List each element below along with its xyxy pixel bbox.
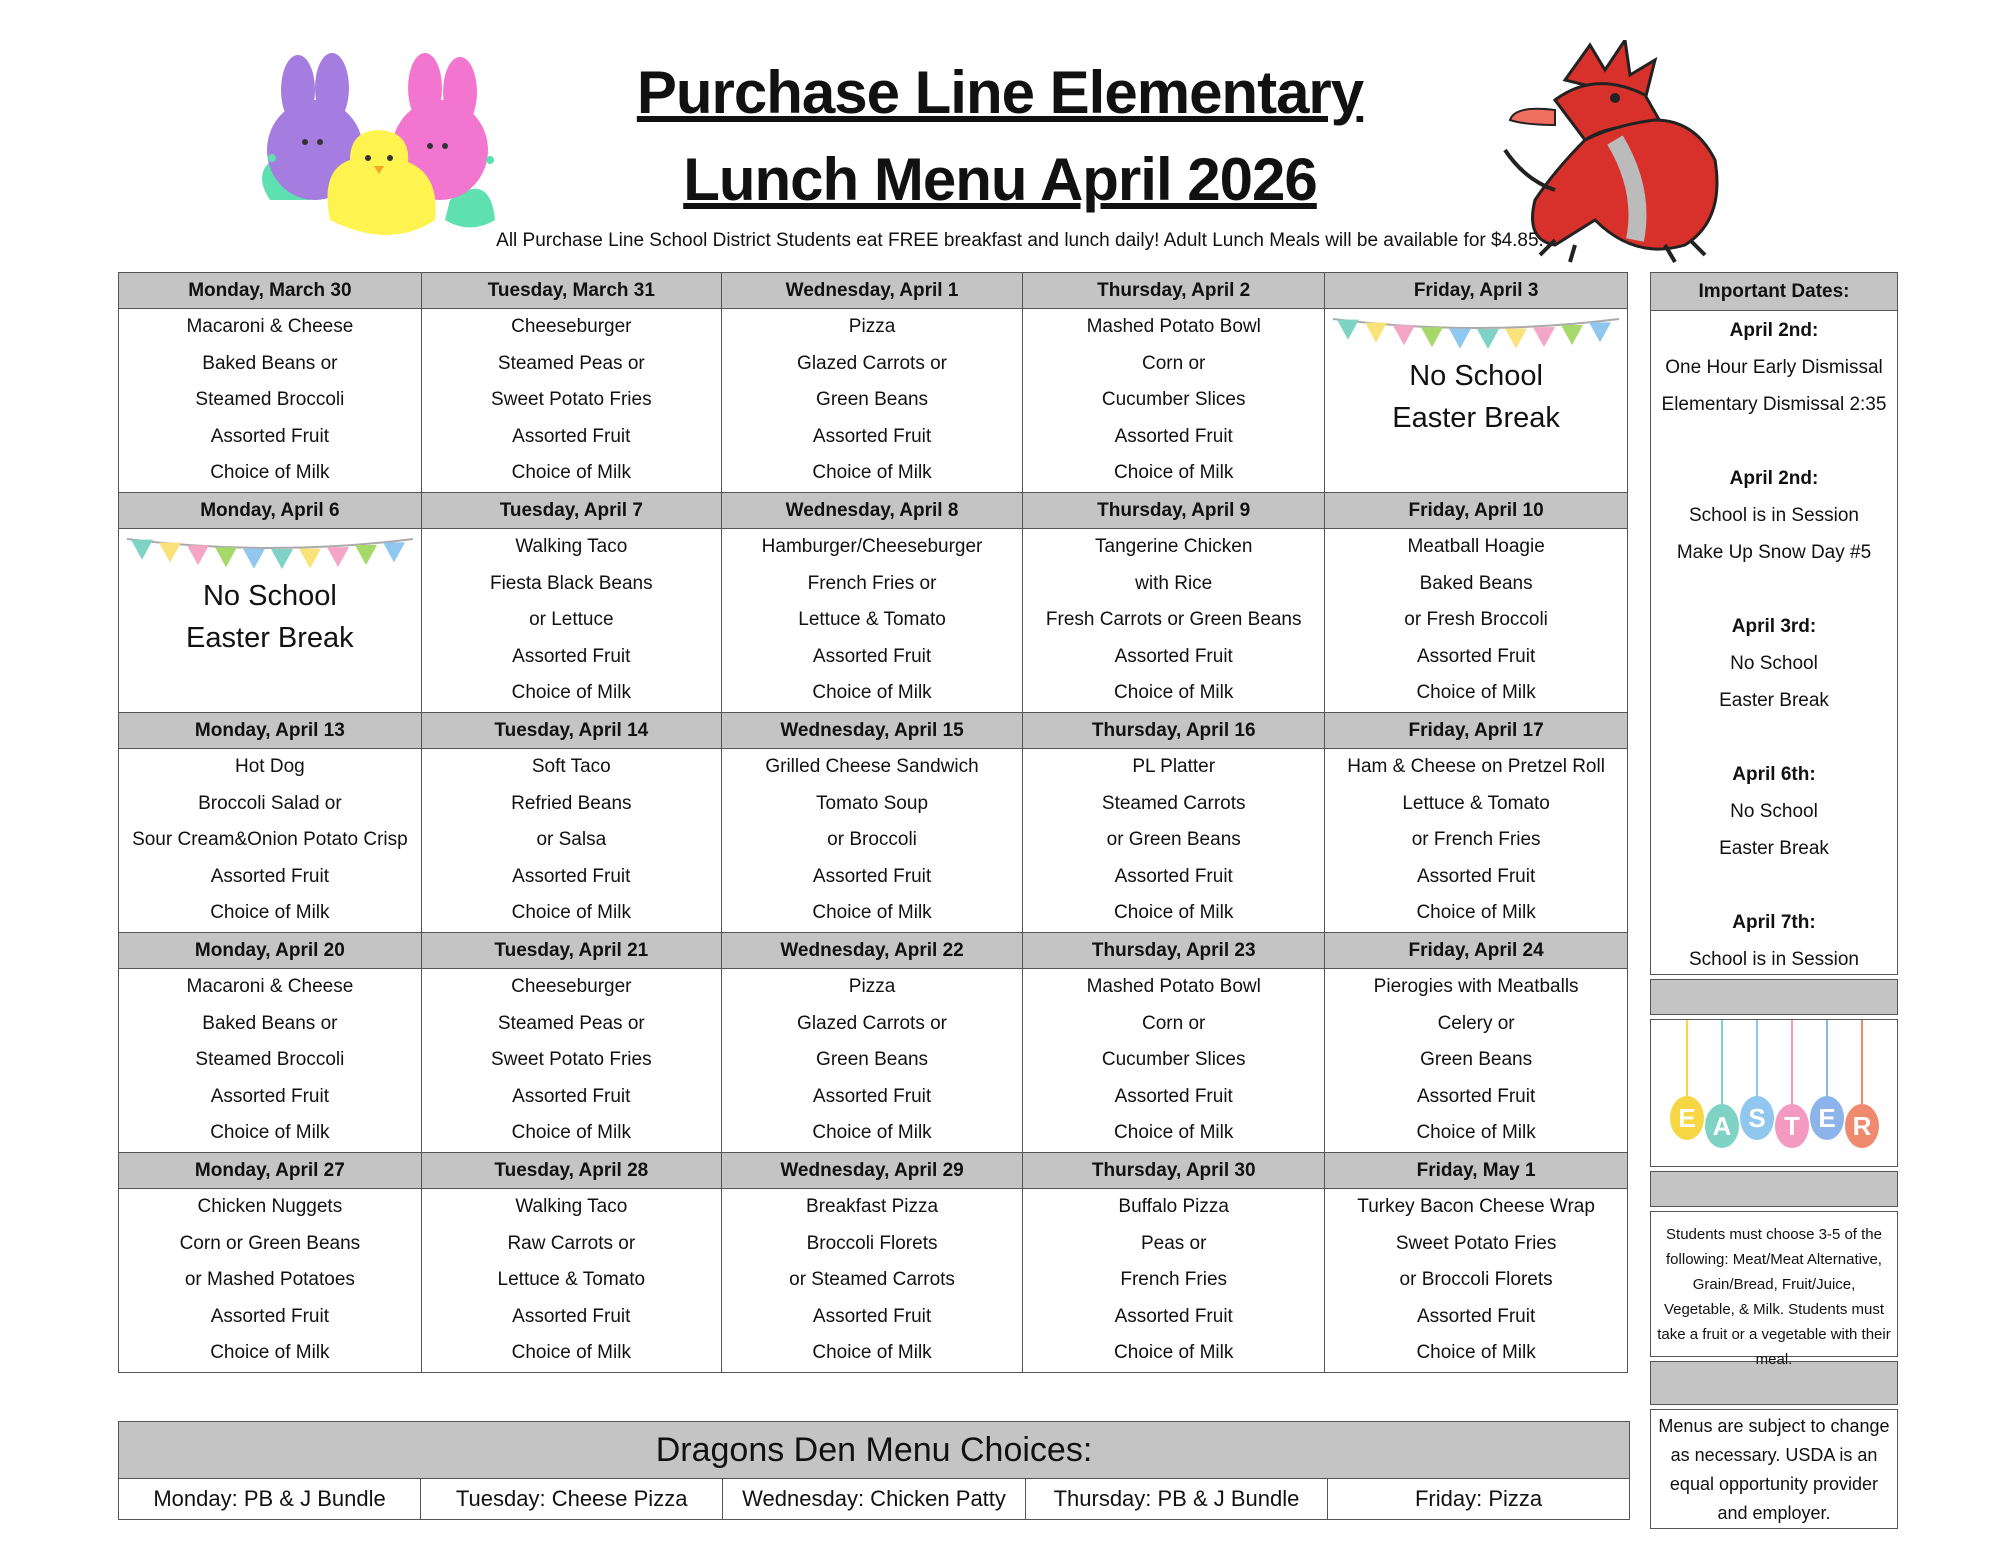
menu-item: Assorted Fruit bbox=[210, 865, 329, 887]
day-header: Tuesday, April 7 bbox=[421, 493, 721, 529]
menu-item: Assorted Fruit bbox=[1416, 1085, 1536, 1107]
menu-item: Assorted Fruit bbox=[512, 425, 631, 447]
menu-item: or Lettuce bbox=[529, 609, 614, 631]
menu-item: Tangerine Chicken bbox=[1095, 536, 1253, 557]
menu-item: Breakfast Pizza bbox=[806, 1196, 939, 1217]
day-header: Tuesday, April 21 bbox=[421, 933, 721, 969]
menu-item: Assorted Fruit bbox=[1114, 1305, 1233, 1327]
menu-item: Choice of Milk bbox=[511, 462, 631, 484]
menu-item: Assorted Fruit bbox=[812, 865, 932, 887]
day-header: Friday, April 24 bbox=[1325, 933, 1628, 969]
menu-cell bbox=[1023, 969, 1325, 1153]
menu-cell bbox=[421, 969, 721, 1153]
menu-item: Fiesta Black Beans bbox=[489, 572, 653, 594]
important-date-detail bbox=[1651, 867, 1897, 904]
menu-cell bbox=[1325, 969, 1628, 1153]
menu-item: Baked Beans or bbox=[202, 352, 338, 374]
easter-letter: T bbox=[1784, 1111, 1800, 1141]
disclaimer-box bbox=[1650, 1409, 1898, 1529]
menu-item: Buffalo Pizza bbox=[1118, 1196, 1229, 1217]
menu-item: Walking Taco bbox=[515, 1196, 628, 1217]
easter-letter: E bbox=[1818, 1103, 1836, 1133]
day-header: Friday, April 3 bbox=[1325, 273, 1628, 309]
menu-item: Cucumber Slices bbox=[1101, 1049, 1246, 1071]
menu-cell bbox=[1023, 749, 1325, 933]
bunting-flag bbox=[1561, 325, 1583, 345]
menu-item: Peas or bbox=[1140, 1232, 1207, 1254]
day-header: Friday, April 17 bbox=[1325, 713, 1628, 749]
important-dates-header: Important Dates: bbox=[1651, 273, 1897, 311]
day-header: Wednesday, April 8 bbox=[721, 493, 1022, 529]
menu-cell bbox=[721, 969, 1022, 1153]
menu-item: Tomato Soup bbox=[816, 792, 929, 814]
menu-item: Choice of Milk bbox=[812, 1122, 932, 1144]
day-header: Thursday, April 23 bbox=[1023, 933, 1325, 969]
bunting-flag bbox=[355, 545, 377, 565]
bunting-decoration bbox=[1331, 315, 1621, 355]
menu-cell bbox=[721, 749, 1022, 933]
menu-item: Macaroni & Cheese bbox=[186, 976, 354, 997]
menu-item: Corn or bbox=[1142, 1012, 1206, 1034]
menu-item: Choice of Milk bbox=[812, 902, 932, 924]
no-school-text: No School bbox=[202, 580, 337, 612]
menu-item: or Broccoli Florets bbox=[1399, 1269, 1553, 1291]
day-header: Monday, March 30 bbox=[119, 273, 422, 309]
important-dates-list bbox=[1651, 311, 1897, 978]
important-date-detail: School is in Session bbox=[1688, 949, 1860, 970]
bunting-flag bbox=[383, 542, 405, 562]
menu-item: Assorted Fruit bbox=[1416, 1305, 1536, 1327]
menu-item: Assorted Fruit bbox=[812, 1305, 932, 1327]
bunting-flag bbox=[1505, 329, 1527, 349]
menu-item: Grilled Cheese Sandwich bbox=[765, 756, 979, 777]
menu-cell bbox=[1325, 529, 1628, 713]
menu-item: Steamed Peas or bbox=[497, 352, 645, 374]
bunting-flag bbox=[1393, 325, 1415, 345]
menu-item: Sour Cream&Onion Potato Crisp bbox=[132, 829, 408, 851]
easter-eggs-graphic bbox=[1651, 1020, 1897, 1166]
menu-item: Choice of Milk bbox=[812, 682, 932, 704]
day-header: Thursday, April 16 bbox=[1023, 713, 1325, 749]
important-date-detail: School is in Session bbox=[1688, 505, 1860, 526]
menu-item: Green Beans bbox=[816, 1049, 929, 1071]
menu-cell bbox=[119, 969, 422, 1153]
peeps-illustration bbox=[250, 50, 510, 255]
menu-item: Refried Beans bbox=[511, 792, 632, 814]
menu-item: Lettuce & Tomato bbox=[497, 1269, 646, 1291]
menu-item: Assorted Fruit bbox=[210, 1085, 329, 1107]
menu-cell bbox=[721, 309, 1022, 493]
bunting-flag bbox=[271, 549, 293, 569]
den-choice-friday: Friday: Pizza bbox=[1328, 1479, 1630, 1520]
menu-item: Pizza bbox=[848, 316, 896, 337]
menu-item: Choice of Milk bbox=[1416, 1122, 1536, 1144]
important-date-detail: Easter Break bbox=[1719, 690, 1829, 711]
day-header: Monday, April 20 bbox=[119, 933, 422, 969]
meal-rules-box bbox=[1650, 1211, 1898, 1368]
menu-item: Choice of Milk bbox=[812, 1342, 932, 1364]
menu-item: Baked Beans bbox=[1419, 572, 1533, 594]
menu-item: Green Beans bbox=[816, 389, 929, 411]
bunting-flag bbox=[215, 547, 237, 567]
sidebar-divider bbox=[1650, 979, 1898, 1015]
page-title-school: Purchase Line Elementary bbox=[636, 59, 1364, 126]
menu-item: Assorted Fruit bbox=[1114, 645, 1233, 667]
menu-item: French Fries or bbox=[807, 572, 937, 594]
day-header: Wednesday, April 29 bbox=[721, 1153, 1022, 1189]
important-date-detail: Elementary Dismissal 2:35 bbox=[1661, 394, 1887, 415]
menu-item: Lettuce & Tomato bbox=[798, 609, 946, 631]
bunting-flag bbox=[1337, 320, 1359, 340]
menu-item: Macaroni & Cheese bbox=[186, 316, 354, 337]
menu-item: Meatball Hoagie bbox=[1407, 536, 1545, 557]
no-school-cell bbox=[119, 529, 422, 713]
no-school-text: Easter Break bbox=[186, 622, 354, 654]
menu-cell bbox=[119, 1189, 422, 1373]
day-header: Thursday, April 9 bbox=[1023, 493, 1325, 529]
menu-item: Chicken Nuggets bbox=[197, 1196, 343, 1217]
bunting-flag bbox=[159, 543, 181, 563]
bunting-flag bbox=[299, 549, 321, 569]
den-choice-monday: Monday: PB & J Bundle bbox=[119, 1479, 421, 1520]
menu-item: Assorted Fruit bbox=[512, 645, 631, 667]
menu-item: Choice of Milk bbox=[812, 462, 932, 484]
menu-item: Choice of Milk bbox=[1416, 682, 1536, 704]
menu-item: Choice of Milk bbox=[1114, 902, 1234, 924]
easter-letter: A bbox=[1712, 1111, 1732, 1141]
important-date-detail: Make Up Snow Day #5 bbox=[1676, 542, 1872, 563]
menu-item: Assorted Fruit bbox=[512, 1305, 631, 1327]
menu-item: Broccoli Salad or bbox=[198, 792, 342, 814]
menu-item: Choice of Milk bbox=[1416, 1342, 1536, 1364]
dragons-den-table bbox=[118, 1421, 1630, 1520]
menu-item: or Steamed Carrots bbox=[789, 1269, 955, 1291]
page-title-menu: Lunch Menu April 2026 bbox=[683, 146, 1317, 213]
day-header: Monday, April 13 bbox=[119, 713, 422, 749]
menu-item: Assorted Fruit bbox=[812, 645, 932, 667]
menu-item: Choice of Milk bbox=[1114, 1342, 1234, 1364]
menu-item: Assorted Fruit bbox=[812, 1085, 932, 1107]
menu-cell bbox=[1023, 1189, 1325, 1373]
menu-item: Assorted Fruit bbox=[1114, 425, 1233, 447]
free-meals-notice: All Purchase Line School District Students eat FREE breakfast and lunch daily! Adult Lunch Meals will be available for $4.85. bbox=[496, 230, 1544, 251]
menu-item: or Green Beans bbox=[1106, 829, 1241, 851]
important-dates-box bbox=[1650, 272, 1898, 975]
menu-item: Mashed Potato Bowl bbox=[1086, 316, 1261, 337]
important-date-detail: No School bbox=[1730, 653, 1818, 674]
important-date-detail bbox=[1651, 719, 1897, 756]
bunting-flag bbox=[1449, 329, 1471, 349]
menu-cell bbox=[421, 1189, 721, 1373]
menu-item: Assorted Fruit bbox=[1416, 645, 1536, 667]
menu-item: Assorted Fruit bbox=[1416, 865, 1536, 887]
menu-item: Choice of Milk bbox=[210, 462, 330, 484]
important-date-heading: April 6th: bbox=[1732, 764, 1816, 785]
day-header: Friday, May 1 bbox=[1325, 1153, 1628, 1189]
bunting-flag bbox=[1533, 327, 1555, 347]
menu-item: Choice of Milk bbox=[1114, 462, 1234, 484]
menu-item: or Broccoli bbox=[827, 829, 917, 851]
menu-cell bbox=[421, 749, 721, 933]
lunch-menu-table bbox=[118, 272, 1628, 1373]
menu-item: Glazed Carrots or bbox=[797, 352, 947, 374]
menu-item: Assorted Fruit bbox=[812, 425, 932, 447]
day-header: Tuesday, March 31 bbox=[421, 273, 721, 309]
menu-item: Walking Taco bbox=[515, 536, 628, 557]
menu-item: Choice of Milk bbox=[511, 902, 631, 924]
menu-cell bbox=[1325, 1189, 1628, 1373]
day-header: Wednesday, April 22 bbox=[721, 933, 1022, 969]
bunting-flag bbox=[1477, 329, 1499, 349]
menu-item: Assorted Fruit bbox=[512, 865, 631, 887]
menu-item: Steamed Carrots bbox=[1101, 792, 1246, 814]
menu-item: Assorted Fruit bbox=[512, 1085, 631, 1107]
menu-item: Pizza bbox=[848, 976, 896, 997]
menu-item: Choice of Milk bbox=[1114, 682, 1234, 704]
important-date-detail: One Hour Early Dismissal bbox=[1665, 357, 1883, 378]
menu-cell bbox=[721, 529, 1022, 713]
important-date-detail bbox=[1651, 423, 1897, 460]
menu-item: Choice of Milk bbox=[210, 1122, 330, 1144]
menu-item: Broccoli Florets bbox=[806, 1232, 938, 1254]
sidebar bbox=[1650, 272, 1898, 1529]
menu-item: Raw Carrots or bbox=[507, 1232, 636, 1254]
usda-disclaimer: Menus are subject to change as necessary. USDA is an equal opportunity provider and employer. bbox=[1658, 1416, 1890, 1523]
menu-item: French Fries bbox=[1120, 1269, 1228, 1291]
menu-item: Ham & Cheese on Pretzel Roll bbox=[1347, 756, 1605, 777]
menu-item: Choice of Milk bbox=[1114, 1122, 1234, 1144]
menu-item: Steamed Broccoli bbox=[195, 1049, 345, 1071]
menu-item: Choice of Milk bbox=[511, 682, 631, 704]
day-header: Thursday, April 30 bbox=[1023, 1153, 1325, 1189]
menu-cell bbox=[119, 749, 422, 933]
easter-graphic-box bbox=[1650, 1019, 1898, 1167]
day-header: Monday, April 27 bbox=[119, 1153, 422, 1189]
menu-item: Choice of Milk bbox=[210, 1342, 330, 1364]
sidebar-divider bbox=[1650, 1171, 1898, 1207]
menu-item: Sweet Potato Fries bbox=[1395, 1232, 1557, 1254]
menu-cell bbox=[421, 309, 721, 493]
menu-item: Assorted Fruit bbox=[1114, 865, 1233, 887]
easter-letter: R bbox=[1852, 1111, 1872, 1141]
menu-cell bbox=[721, 1189, 1022, 1373]
day-header: Tuesday, April 14 bbox=[421, 713, 721, 749]
menu-item: Pierogies with Meatballs bbox=[1373, 976, 1579, 997]
menu-item: or Mashed Potatoes bbox=[184, 1269, 355, 1291]
menu-item: Choice of Milk bbox=[1416, 902, 1536, 924]
menu-item: Corn or Green Beans bbox=[179, 1232, 361, 1254]
menu-item: or French Fries bbox=[1411, 829, 1541, 851]
menu-cell bbox=[1023, 529, 1325, 713]
menu-item: Mashed Potato Bowl bbox=[1086, 976, 1261, 997]
menu-item: Glazed Carrots or bbox=[797, 1012, 947, 1034]
menu-item: Assorted Fruit bbox=[210, 1305, 329, 1327]
menu-item: Cheeseburger bbox=[511, 976, 632, 997]
menu-item: Choice of Milk bbox=[511, 1342, 631, 1364]
den-choice-tuesday: Tuesday: Cheese Pizza bbox=[421, 1479, 723, 1520]
bunting-flag bbox=[1365, 323, 1387, 343]
important-date-heading: April 3rd: bbox=[1731, 616, 1817, 637]
menu-cell bbox=[421, 529, 721, 713]
menu-item: Choice of Milk bbox=[210, 902, 330, 924]
meal-rules-text: Students must choose 3-5 of the following: Meat/Meat Alternative, Grain/Bread, Fruit/Juice, Vegetable, & Milk. Students must take a fruit or a vegetable with their meal. bbox=[1657, 1226, 1891, 1368]
no-school-text: Easter Break bbox=[1392, 402, 1560, 434]
menu-item: Baked Beans or bbox=[202, 1012, 338, 1034]
important-date-heading: April 7th: bbox=[1732, 912, 1816, 933]
menu-item: Steamed Peas or bbox=[497, 1012, 645, 1034]
bunting-flag bbox=[1589, 322, 1611, 342]
bunting-flag bbox=[1421, 327, 1443, 347]
important-date-heading: April 2nd: bbox=[1729, 320, 1819, 341]
menu-item: Cheeseburger bbox=[511, 316, 632, 337]
important-date-detail: No School bbox=[1730, 801, 1818, 822]
menu-cell bbox=[119, 309, 422, 493]
day-header: Friday, April 10 bbox=[1325, 493, 1628, 529]
menu-item: Sweet Potato Fries bbox=[491, 1049, 652, 1071]
menu-cell bbox=[1325, 749, 1628, 933]
menu-item: with Rice bbox=[1135, 572, 1213, 594]
dragons-den-title: Dragons Den Menu Choices: bbox=[119, 1422, 1630, 1479]
menu-item: Hamburger/Cheeseburger bbox=[761, 536, 983, 557]
menu-item: Green Beans bbox=[1420, 1049, 1533, 1071]
bunting-decoration bbox=[125, 535, 415, 575]
no-school-text: No School bbox=[1409, 360, 1544, 392]
easter-letter: E bbox=[1678, 1103, 1696, 1133]
menu-cell bbox=[1023, 309, 1325, 493]
den-choice-thursday: Thursday: PB & J Bundle bbox=[1025, 1479, 1327, 1520]
menu-item: Turkey Bacon Cheese Wrap bbox=[1357, 1196, 1595, 1217]
menu-item: Assorted Fruit bbox=[1114, 1085, 1233, 1107]
menu-item: PL Platter bbox=[1132, 756, 1216, 777]
menu-item: Assorted Fruit bbox=[210, 425, 329, 447]
den-choice-wednesday: Wednesday: Chicken Patty bbox=[723, 1479, 1026, 1520]
day-header: Wednesday, April 1 bbox=[721, 273, 1022, 309]
day-header: Tuesday, April 28 bbox=[421, 1153, 721, 1189]
bunting-flag bbox=[187, 545, 209, 565]
menu-item: Hot Dog bbox=[235, 756, 305, 777]
day-header: Thursday, April 2 bbox=[1023, 273, 1325, 309]
menu-item: Cucumber Slices bbox=[1101, 389, 1246, 411]
important-date-heading: April 2nd: bbox=[1729, 468, 1819, 489]
bunting-flag bbox=[131, 540, 153, 560]
menu-item: Fresh Carrots or Green Beans bbox=[1045, 609, 1302, 631]
menu-item: Soft Taco bbox=[531, 756, 611, 777]
menu-item: or Fresh Broccoli bbox=[1404, 609, 1548, 631]
important-date-detail: Easter Break bbox=[1719, 838, 1829, 859]
menu-item: Sweet Potato Fries bbox=[491, 389, 652, 411]
menu-item: Celery or bbox=[1437, 1012, 1515, 1034]
day-header: Wednesday, April 15 bbox=[721, 713, 1022, 749]
menu-item: Corn or bbox=[1142, 352, 1206, 374]
menu-item: Choice of Milk bbox=[511, 1122, 631, 1144]
menu-item: Lettuce & Tomato bbox=[1402, 792, 1550, 814]
day-header: Monday, April 6 bbox=[119, 493, 422, 529]
no-school-cell bbox=[1325, 309, 1628, 493]
bunting-flag bbox=[243, 549, 265, 569]
important-date-detail bbox=[1651, 571, 1897, 608]
easter-letter: S bbox=[1748, 1103, 1766, 1133]
bunting-flag bbox=[327, 547, 349, 567]
menu-item: or Salsa bbox=[536, 829, 607, 851]
menu-item: Steamed Broccoli bbox=[195, 389, 345, 411]
